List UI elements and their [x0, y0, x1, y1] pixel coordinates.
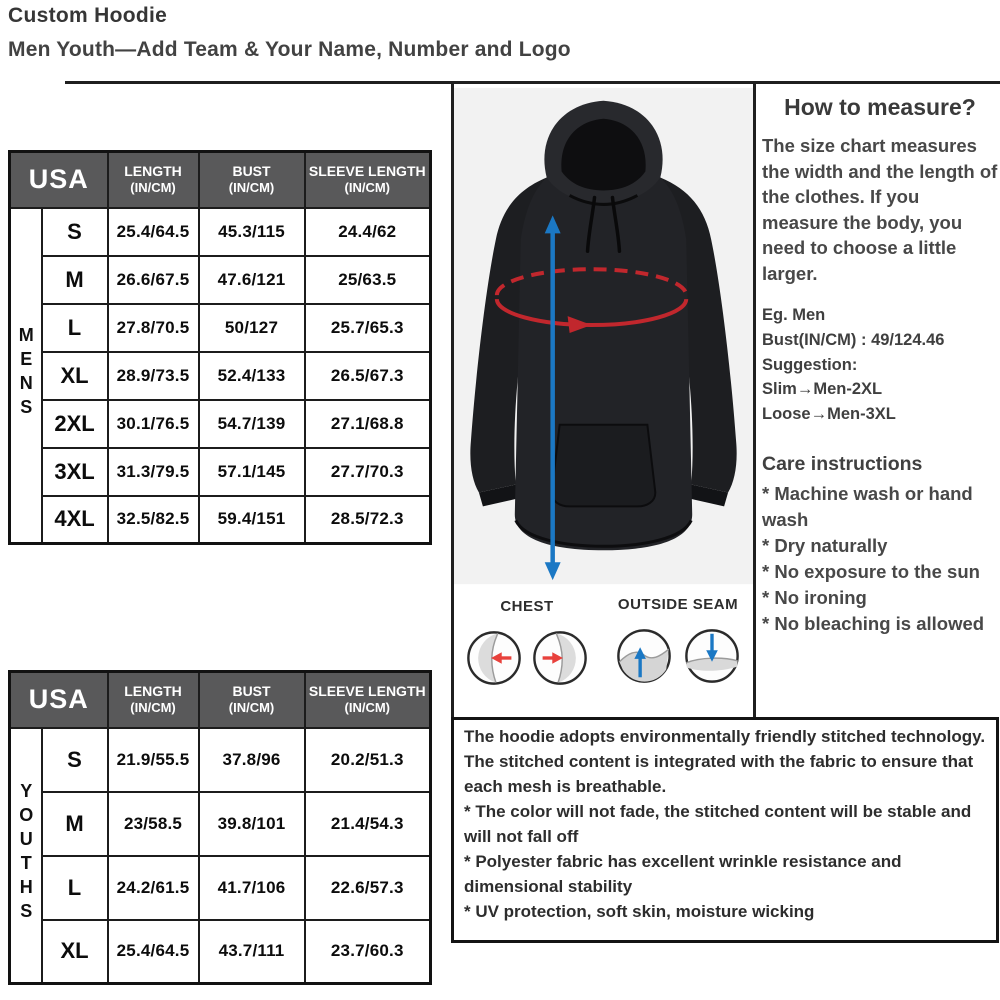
size-label: 2XL: [42, 400, 108, 448]
feature-bullet: * The color will not fade, the stitched content will be stable and will not fall off: [464, 801, 972, 846]
column-unit: (IN/CM): [130, 180, 176, 196]
sleeve-value: 27.7/70.3: [305, 448, 431, 496]
bust-value: 54.7/139: [199, 400, 305, 448]
column-unit: (IN/CM): [344, 180, 391, 196]
length-value: 25.4/64.5: [108, 920, 199, 984]
bust-value: 45.3/115: [199, 208, 305, 256]
size-row: [10, 920, 431, 984]
column-unit: (IN/CM): [228, 700, 275, 716]
mens-vertical-label: MENS: [16, 324, 37, 421]
size-row: [10, 448, 431, 496]
length-value: 24.2/61.5: [108, 856, 199, 920]
size-label: XL: [42, 352, 108, 400]
outside-seam-label: OUTSIDE SEAM: [617, 596, 739, 613]
care-item: * No exposure to the sun: [762, 560, 980, 582]
size-label: S: [42, 208, 108, 256]
size-label: M: [42, 792, 108, 856]
how-to-measure-body: The size chart measures the width and the length of the clothes. If you measure the body, you need to choose a little larger.: [762, 135, 998, 284]
sleeve-value: 26.5/67.3: [305, 352, 431, 400]
size-label: S: [42, 728, 108, 792]
size-row: [10, 728, 431, 792]
length-value: 28.9/73.5: [108, 352, 199, 400]
feature-bullet: * UV protection, soft skin, moisture wicking: [464, 901, 815, 921]
care-item: * Machine wash or hand wash: [762, 483, 973, 531]
mens-sleeve-header: [305, 152, 431, 208]
bust-value: 43.7/111: [199, 920, 305, 984]
size-row: [10, 856, 431, 920]
sleeve-value: 24.4/62: [305, 208, 431, 256]
column-label: LENGTH: [124, 683, 182, 700]
mens-size-table: [8, 150, 432, 545]
sleeve-value: 28.5/72.3: [305, 496, 431, 544]
bust-value: 59.4/151: [199, 496, 305, 544]
column-label: SLEEVE LENGTH: [308, 683, 426, 700]
column-unit: (IN/CM): [344, 700, 391, 716]
hoodie-pocket: [552, 425, 656, 507]
youths-length-header: [108, 672, 199, 728]
column-label: SLEEVE LENGTH: [308, 163, 426, 180]
bust-value: 57.1/145: [199, 448, 305, 496]
size-label: M: [42, 256, 108, 304]
outside-seam-icon-group: [606, 596, 750, 685]
length-value: 27.8/70.5: [108, 304, 199, 352]
page-title: Custom Hoodie: [8, 4, 168, 27]
care-instructions-block: [762, 451, 998, 637]
size-row: [10, 352, 431, 400]
column-label: LENGTH: [124, 163, 182, 180]
mens-region-header: USA: [10, 152, 108, 208]
column-unit: (IN/CM): [130, 700, 176, 716]
length-value: 32.5/82.5: [108, 496, 199, 544]
how-to-measure-panel: [762, 94, 998, 636]
size-label: L: [42, 304, 108, 352]
example-line: Bust(IN/CM) : 49/124.46: [762, 330, 945, 349]
care-item: * Dry naturally: [762, 534, 888, 556]
mens-header-row: [10, 152, 431, 208]
example-line: Suggestion:: [762, 355, 858, 374]
size-row: [10, 208, 431, 256]
chest-label: CHEST: [500, 598, 554, 615]
youths-header-row: [10, 672, 431, 728]
sleeve-value: 20.2/51.3: [305, 728, 431, 792]
hoodie-image: [454, 87, 753, 585]
length-value: 31.3/79.5: [108, 448, 199, 496]
mens-length-header: [108, 152, 199, 208]
size-label: 4XL: [42, 496, 108, 544]
sleeve-value: 25/63.5: [305, 256, 431, 304]
sleeve-value: 27.1/68.8: [305, 400, 431, 448]
chest-measure-right-icon: [531, 629, 589, 687]
size-row: [10, 400, 431, 448]
care-item: * No ironing: [762, 586, 867, 608]
sleeve-value: 22.6/57.3: [305, 856, 431, 920]
bust-value: 39.8/101: [199, 792, 305, 856]
length-value: 30.1/76.5: [108, 400, 199, 448]
example-line: Eg. Men: [762, 306, 826, 325]
sizing-example-block: [762, 303, 998, 427]
example-line: Loose→Men-3XL: [762, 405, 896, 424]
bust-value: 50/127: [199, 304, 305, 352]
chest-measure-left-icon: [465, 629, 523, 687]
feature-bullet: * Polyester fabric has excellent wrinkle resistance and dimensional stability: [464, 851, 902, 896]
length-value: 21.9/55.5: [108, 728, 199, 792]
column-label: BUST: [232, 683, 271, 700]
seam-measure-down-icon: [683, 627, 741, 685]
youths-sleeve-header: [305, 672, 431, 728]
length-value: 23/58.5: [108, 792, 199, 856]
mens-bust-header: [199, 152, 305, 208]
features-intro: The hoodie adopts environmentally friendly stitched technology. The stitched content is integrated with the fabric to ensure that each mesh is breathable.: [464, 727, 986, 796]
youths-bust-header: [199, 672, 305, 728]
length-value: 25.4/64.5: [108, 208, 199, 256]
size-row: [10, 304, 431, 352]
length-value: 26.6/67.5: [108, 256, 199, 304]
fabric-features-box: [451, 717, 999, 943]
page-subtitle: Men Youth—Add Team & Your Name, Number and Logo: [8, 38, 571, 61]
bust-value: 41.7/106: [199, 856, 305, 920]
youths-vertical-label: YOUTHS: [16, 780, 37, 925]
size-row: [10, 256, 431, 304]
size-label: L: [42, 856, 108, 920]
bust-value: 47.6/121: [199, 256, 305, 304]
hoodie-photo-panel: [454, 87, 753, 585]
sleeve-value: 23.7/60.3: [305, 920, 431, 984]
sleeve-value: 25.7/65.3: [305, 304, 431, 352]
panel-divider-right: [753, 84, 756, 720]
example-line: Slim→Men-2XL: [762, 380, 883, 399]
mens-group-cell: [10, 208, 42, 544]
sleeve-value: 21.4/54.3: [305, 792, 431, 856]
chest-icon-group: [458, 598, 596, 687]
youths-region-header: USA: [10, 672, 108, 728]
bust-value: 52.4/133: [199, 352, 305, 400]
youths-group-cell: [10, 728, 42, 984]
how-to-measure-heading: How to measure?: [784, 94, 976, 120]
bust-value: 37.8/96: [199, 728, 305, 792]
seam-measure-up-icon: [615, 627, 673, 685]
size-row: [10, 792, 431, 856]
size-label: 3XL: [42, 448, 108, 496]
size-label: XL: [42, 920, 108, 984]
care-item: * No bleaching is allowed: [762, 612, 985, 634]
column-unit: (IN/CM): [228, 180, 275, 196]
youths-size-table: [8, 670, 432, 985]
column-label: BUST: [232, 163, 271, 180]
top-divider: [65, 81, 1000, 84]
care-instructions-heading: Care instructions: [762, 452, 923, 475]
size-row: [10, 496, 431, 544]
